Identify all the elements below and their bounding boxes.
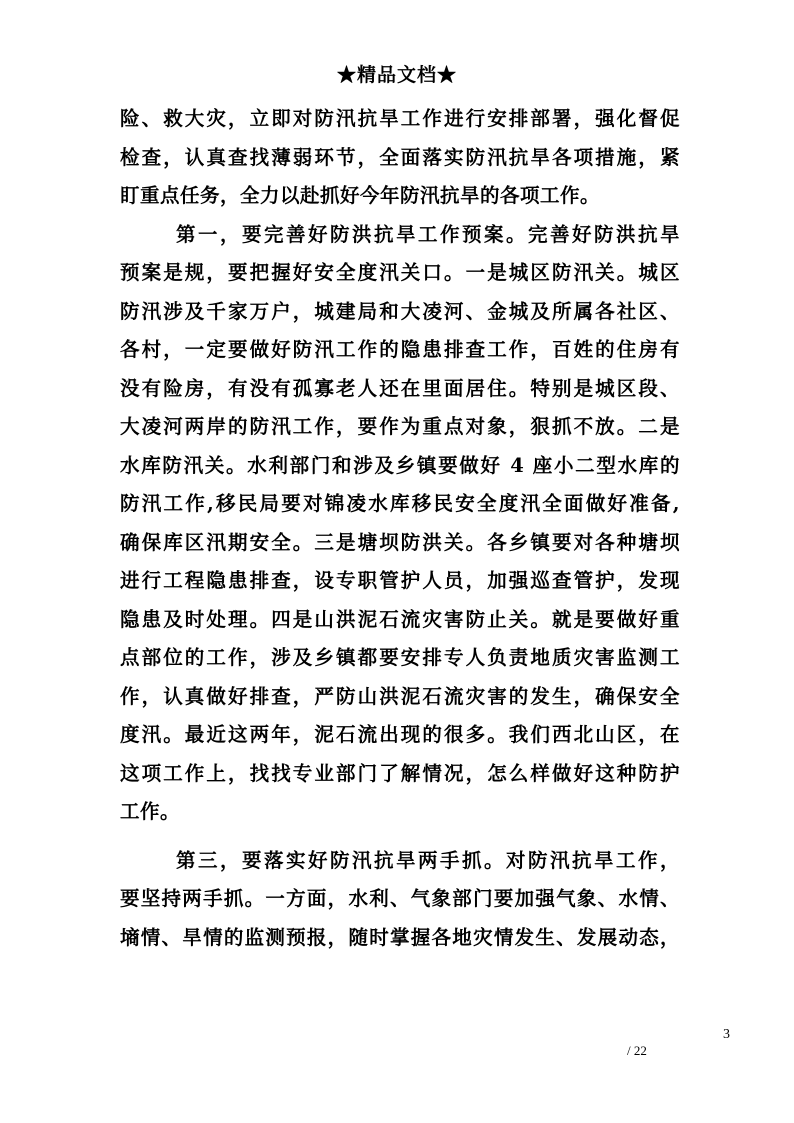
text-line: 大凌河两岸的防汛工作，要作为重点对象，狠抓不放。二是	[120, 415, 680, 438]
text-line: 预案是规，要把握好安全度汛关口。一是城区防汛关。城区	[120, 261, 680, 284]
text-line: 各村，一定要做好防汛工作的隐患排查工作，百姓的住房有	[120, 338, 680, 361]
page-header-title: ★精品文档★	[336, 64, 457, 86]
text-line: 点部位的工作，涉及乡镇都要安排专人负责地质灾害监测工	[120, 646, 680, 669]
text-line: 检查，认真查找薄弱环节，全面落实防汛抗旱各项措施，紧	[120, 145, 680, 169]
text-line: 这项工作上，找找专业部门了解情况，怎么样做好这种防护	[120, 761, 680, 785]
text-line: 工作。	[120, 800, 181, 823]
text-line: 度汛。最近这两年，泥石流出现的很多。我们西北山区，在	[120, 723, 680, 746]
paragraph-first-line: 第三，要落实好防汛抗旱两手抓。对防汛抗旱工作，	[176, 848, 680, 872]
text-line: 防汛涉及千家万户，城建局和大凌河、金城及所属各社区、	[120, 299, 680, 323]
text-line: 盯重点任务，全力以赴抓好今年防汛抗旱的各项工作。	[120, 184, 601, 207]
document-body	[120, 100, 680, 957]
text-line: 隐患及时处理。四是山洪泥石流灾害防止关。就是要做好重	[120, 607, 680, 631]
text-line: 没有险房，有没有孤寡老人还在里面居住。特别是城区段、	[120, 376, 680, 400]
page-number: 3	[723, 1027, 730, 1042]
paragraph-gap	[120, 832, 680, 842]
page-total: / 22	[627, 1043, 647, 1058]
text-line: 墒情、旱情的监测预报，随时掌握各地灾情发生、发展动态，	[120, 925, 680, 949]
text-line: 险、救大灾，立即对防汛抗旱工作进行安排部署，强化督促	[120, 107, 680, 130]
paragraph-first-line: 第一，要完善好防洪抗旱工作预案。完善好防洪抗旱	[176, 222, 680, 246]
text-line: 水库防汛关。水利部门和涉及乡镇要做好 4 座小二型水库的	[120, 453, 680, 477]
text-line: 防汛工作,移民局要对锦凌水库移民安全度汛全面做好准备,	[120, 492, 680, 515]
text-line: 要坚持两手抓。一方面，水利、气象部门要加强气象、水情、	[120, 887, 680, 910]
text-line: 作，认真做好排查，严防山洪泥石流灾害的发生，确保安全	[120, 684, 680, 708]
text-line: 进行工程隐患排查，设专职管护人员，加强巡查管护，发现	[120, 569, 680, 592]
text-line: 确保库区汛期安全。三是塘坝防洪关。各乡镇要对各种塘坝	[120, 530, 680, 554]
